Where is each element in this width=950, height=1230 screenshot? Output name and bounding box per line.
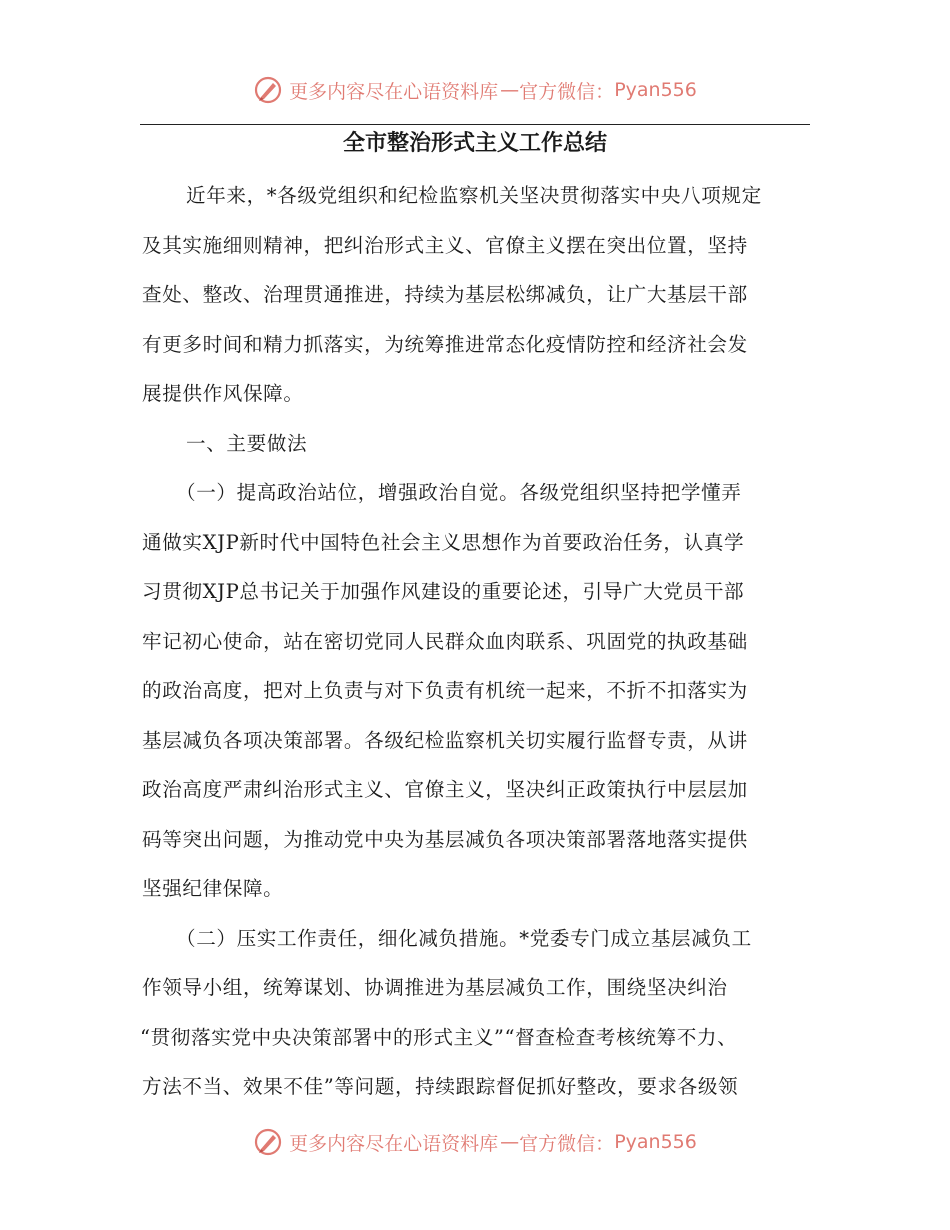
watermark-separator: — — [500, 79, 520, 101]
text-line: 作领导小组，统筹谋划、协调推进为基层减负工作，围绕坚决纠治 — [142, 976, 728, 999]
text-line: 的政治高度，把对上负责与对下负责有机统一起来，不折不扣落实为 — [142, 679, 748, 702]
pen-logo-icon — [253, 1127, 283, 1157]
text-line: （二）压实工作责任，细化减负措施。*党委专门成立基层减负工 — [176, 927, 752, 950]
watermark-header — [0, 70, 950, 110]
watermark-text: 更多内容尽在心语资料库 — [289, 1132, 499, 1155]
watermark-separator: — — [500, 1131, 520, 1153]
text-line: 基层减负各项决策部署。各级纪检监察机关切实履行监督专责，从讲 — [142, 729, 748, 752]
text-line: （一）提高政治站位，增强政治自觉。各级党组织坚持把学懂弄 — [176, 481, 742, 504]
text-line: 展提供作风保障。 — [142, 382, 304, 405]
watermark-wechat: Pyan556 — [614, 1131, 697, 1153]
text-line: “贯彻落实党中央决策部署中的形式主义”“督查检查考核统筹不力、 — [140, 1026, 738, 1049]
text-line: 查处、整改、治理贯通推进，持续为基层松绑减负，让广大基层干部 — [142, 283, 748, 306]
text-line: 有更多时间和精力抓落实，为统筹推进常态化疫情防控和经济社会发 — [142, 333, 748, 356]
pen-logo-icon — [253, 75, 283, 105]
text-line: 通做实XJP新时代中国特色社会主义思想作为首要政治任务，认真学 — [142, 531, 745, 554]
section-heading: 一、主要做法 — [186, 432, 308, 455]
text-line: 及其实施细则精神，把纠治形式主义、官僚主义摆在突出位置，坚持 — [142, 234, 748, 257]
watermark-wechat: Pyan556 — [614, 79, 697, 101]
document-title: 全市整治形式主义工作总结 — [342, 130, 607, 156]
text-line: 习贯彻XJP总书记关于加强作风建设的重要论述，引导广大党员干部 — [142, 580, 745, 603]
text-line: 近年来，*各级党组织和纪检监察机关坚决贯彻落实中央八项规定 — [186, 184, 762, 207]
text-line: 牢记初心使命，站在密切党同人民群众血肉联系、巩固党的执政基础 — [142, 630, 748, 653]
header-rule — [140, 124, 810, 125]
watermark-footer — [0, 1122, 950, 1162]
watermark-official: 官方微信： — [519, 80, 615, 103]
text-line: 政治高度严肃纠治形式主义、官僚主义，坚决纠正政策执行中层层加 — [142, 778, 748, 801]
text-line: 坚强纪律保障。 — [142, 877, 284, 900]
text-line: 码等突出问题，为推动党中央为基层减负各项决策部署落地落实提供 — [142, 828, 748, 851]
watermark-text: 更多内容尽在心语资料库 — [289, 80, 499, 103]
watermark-official: 官方微信： — [519, 1132, 615, 1155]
text-line: 方法不当、效果不佳”等问题，持续跟踪督促抓好整改，要求各级领 — [142, 1075, 739, 1098]
